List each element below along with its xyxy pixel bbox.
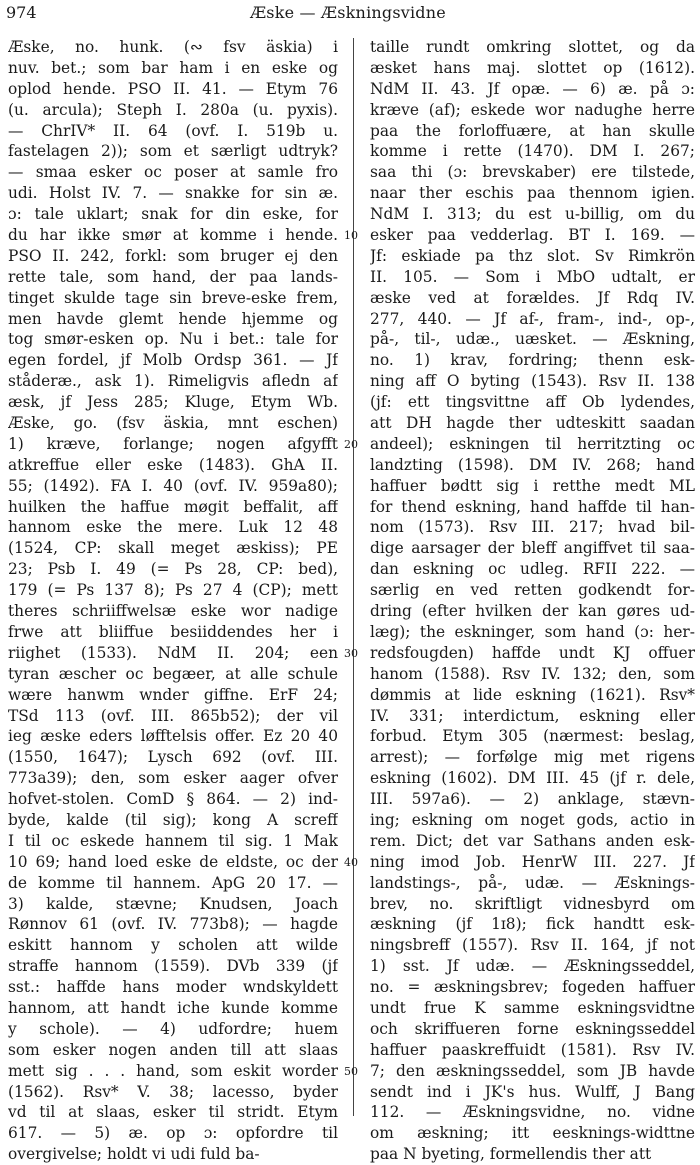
text-line: Rønnov 61 (ovf. IV. 773b8); — hagde <box>8 915 338 934</box>
text-line: ning aff O byting (1543). Rsv II. 138 <box>370 372 695 391</box>
left-column <box>8 37 338 1165</box>
text-line: wære hanwm wnder giffne. ErF 24; <box>8 685 338 704</box>
text-line: ning imod Job. HenrW III. 227. Jf <box>370 852 695 871</box>
text-line: æsk, jf Jess 285; Kluge, Etym Wb. <box>8 393 338 412</box>
text-line: 10 69; hand loed eske de eldste, oc der <box>8 852 338 871</box>
text-line: ståderæ., ask 1). Rimeligvis afledn af <box>8 372 338 391</box>
text-line: andeel); eskningen til herritzting oc <box>370 434 695 453</box>
text-line: 55; (1492). FA I. 40 (ovf. IV. 959a80); <box>8 476 338 495</box>
text-line: NdM I. 313; du est u-billig, om du <box>370 205 695 224</box>
line-number: 10 <box>344 229 358 243</box>
text-line: — smaa esker oc poser at samle fro <box>8 163 338 182</box>
text-line: undt frue K samme eskningsvidtne <box>370 998 695 1017</box>
text-line: 179 (= Ps 137 8); Ps 27 4 (CP); mett <box>8 581 338 600</box>
text-line: Æske, no. hunk. (∾ fsv äskia) i <box>8 38 338 56</box>
text-line: saa thi (ɔ: brevskaber) ere tilstede, <box>370 163 695 182</box>
text-line: no. 1) krav, fordring; thenn esk- <box>370 351 695 370</box>
text-line: æskning (jf 1ɪ8); fick handtt esk- <box>370 915 695 934</box>
text-line: brev, no. skriftligt vidnesbyrd om <box>370 894 695 913</box>
text-line: redsfougden) haffde undt KJ offuer <box>370 643 695 662</box>
text-line: dring (efter hvilken der kan gøres ud- <box>370 602 695 621</box>
text-line: taille rundt omkring slottet, og da <box>370 38 695 56</box>
text-line: theres schriiffwelsæ eske wor nadige <box>8 602 338 621</box>
text-line: sst.: haffde hans moder wndskyldett <box>8 978 338 997</box>
text-line: nom (1573). Rsv III. 217; hvad bil- <box>370 518 695 537</box>
text-line: byde, kalde (til sig); kong A screff <box>8 810 338 829</box>
text-line: huilken the haffue møgit beffalit, aff <box>8 497 338 516</box>
text-line: hannom eske the mere. Luk 12 48 <box>8 518 338 537</box>
text-line: IV. 331; interdictum, eskning eller <box>370 706 695 725</box>
text-line: 277, 440. — Jf af-, fram-, ind-, op-, <box>370 309 695 328</box>
text-line: (1562). Rsv* V. 38; lacesso, byder <box>8 1082 338 1101</box>
column-divider <box>353 38 354 1116</box>
line-number: 20 <box>344 438 358 452</box>
text-line: om æskning; itt eesknings-widttne <box>370 1124 695 1143</box>
text-line: 3) kalde, stævne; Knudsen, Joach <box>8 894 338 913</box>
text-line: læg); the eskninger, som hand (ɔ: her- <box>370 622 695 641</box>
text-line: landzting (1598). DM IV. 268; hand <box>370 455 695 474</box>
text-line: hannom, att handt iche kunde komme <box>8 998 338 1017</box>
text-line: och skriffueren forne eskningsseddel <box>370 1019 695 1038</box>
text-line: 23; Psb I. 49 (= Ps 28, CP: bed), <box>8 560 338 579</box>
text-line: haffuer bødtt sig i retthe medt ML <box>370 476 695 495</box>
text-line: vd til at slaas, esker til stridt. Etym <box>8 1103 338 1122</box>
text-line: (u. arcula); Steph I. 280a (u. pyxis). <box>8 100 338 119</box>
text-line: rette tale, som hand, der paa lands- <box>8 267 338 286</box>
right-column <box>370 37 695 1165</box>
text-line: riighet (1533). NdM II. 204; een <box>8 643 338 662</box>
text-line: arrest); — forfølge mig met rigens <box>370 748 695 767</box>
text-line: 617. — 5) æ. op ɔ: opfordre til <box>8 1124 338 1143</box>
text-line: haffuer paaskreffuidt (1581). Rsv IV. <box>370 1040 695 1059</box>
text-line: sendt ind i JK's hus. Wulff, J Bang <box>370 1082 695 1101</box>
text-line: 112. — Æskningsvidne, no. vidne <box>370 1103 695 1122</box>
text-line: NdM II. 43. Jf opæ. — 6) æ. på ɔ: <box>370 79 695 98</box>
text-line: egen fordel, jf Molb Ordsp 361. — Jf <box>8 351 338 370</box>
text-line: tog smør-esken op. Nu i bet.: tale for <box>8 330 338 349</box>
text-line: kræve (af); eskede wor nadughe herre <box>370 100 695 119</box>
text-line: tyran æscher oc begæer, at alle schule <box>8 664 338 683</box>
text-line: oplod hende. PSO II. 41. — Etym 76 <box>8 79 338 98</box>
text-line: ɔ: tale uklart; snak for din eske, for <box>8 205 338 224</box>
text-line: eskning (1602). DM III. 45 (jf r. dele, <box>370 769 695 788</box>
text-line: I til oc eskede hannem til sig. 1 Mak <box>8 831 338 850</box>
text-line: (1550, 1647); Lysch 692 (ovf. III. <box>8 748 338 767</box>
text-line: PSO II. 242, forkl: som bruger ej den <box>8 246 338 265</box>
text-line: 1) sst. Jf udæ. — Æskningsseddel, <box>370 957 695 976</box>
running-head: Æske — Æskningsvidne <box>250 3 446 22</box>
text-line: landstings-, på-, udæ. — Æsknings- <box>370 873 695 892</box>
text-line: ningsbreff (1557). Rsv II. 164, jf not <box>370 936 695 955</box>
text-line: du har ikke smør at komme i hende. <box>8 226 338 245</box>
text-line: som esker nogen anden till att slaas <box>8 1040 338 1059</box>
text-line: nuv. bet.; som bar ham i en eske og <box>8 58 338 77</box>
text-line: TSd 113 (ovf. III. 865b52); der vil <box>8 706 338 725</box>
text-line: eskitt hannom y scholen att wilde <box>8 936 338 955</box>
text-line: 773a39); den, som esker aager ofver <box>8 769 338 788</box>
text-line: mett sig . . . hand, som eskit worder <box>8 1061 338 1080</box>
text-line: Jf: eskiade pa thz slot. Sv Rimkrön <box>370 246 695 265</box>
text-line: de komme til hannem. ApG 20 17. — <box>8 873 338 892</box>
text-line: Æske, go. (fsv äskia, mnt eschen) <box>8 414 338 433</box>
text-line: ieg æske eders løfftelsis offer. Ez 20 40 <box>8 727 338 746</box>
text-line: på-, til-, udæ., uæsket. — Æskning, <box>370 330 695 349</box>
text-line: udi. Holst IV. 7. — snakke for sin æ. <box>8 184 338 203</box>
text-line: dømmis at lide eskning (1621). Rsv* <box>370 685 695 704</box>
text-line: III. 597a6). — 2) anklage, stævn- <box>370 790 695 809</box>
line-number: 50 <box>344 1065 358 1079</box>
text-line: dige aarsager der bleff angiffvet til saa- <box>370 539 695 558</box>
text-line: for thend eskning, hand haffde til han- <box>370 497 695 516</box>
line-number: 30 <box>344 647 358 661</box>
text-line: no. = æskningsbrev; fogeden haffuer <box>370 978 695 997</box>
text-line: rem. Dict; det var Sathans anden esk- <box>370 831 695 850</box>
text-line: II. 105. — Som i MbO udtalt, er <box>370 267 695 286</box>
text-line: 1) kræve, forlange; nogen afgyfft <box>8 434 338 453</box>
text-line: (1524, CP: skall meget æskiss); PE <box>8 539 338 558</box>
text-line: overgivelse; holdt vi udi fuld ba- <box>8 1145 260 1164</box>
text-line: æsket hans maj. slottet op (1612). <box>370 58 695 77</box>
text-line: (jf: ett tingsvittne aff Ob lydendes, <box>370 393 695 412</box>
line-number: 40 <box>344 856 358 870</box>
text-line: frwe att bliiffue besiiddendes her i <box>8 622 338 641</box>
page-header <box>6 2 690 32</box>
text-line: hanom (1588). Rsv IV. 132; den, som <box>370 664 695 683</box>
text-line: forbud. Etym 305 (nærmest: beslag, <box>370 727 695 746</box>
text-line: paa N byeting, formellendis ther att <box>370 1145 652 1164</box>
text-line: y schole). — 4) udfordre; huem <box>8 1019 338 1038</box>
text-line: tinget skulde tage sin breve-eske frem, <box>8 288 338 307</box>
text-line: dan eskning oc udleg. RFII 222. — <box>370 560 695 579</box>
text-line: men havde glemt hende hjemme og <box>8 309 338 328</box>
text-line: esker paa vedderlag. BT I. 169. — <box>370 226 695 245</box>
text-line: æske ved at forældes. Jf Rdq IV. <box>370 288 695 307</box>
text-line: straffe hannom (1559). DVb 339 (jf <box>8 957 338 976</box>
text-line: atkreffue eller eske (1483). GhA II. <box>8 455 338 474</box>
text-line: paa the forloffuære, at han skulle <box>370 121 695 140</box>
text-line: særlig en ved retten godkendt for- <box>370 581 695 600</box>
text-line: — ChrIV* II. 64 (ovf. I. 519b u. <box>8 121 338 140</box>
text-line: att DH hagde ther udteskitt saadan <box>370 414 695 433</box>
text-line: komme i rette (1470). DM I. 267; <box>370 142 695 161</box>
text-line: ing; eskning om noget gods, actio in <box>370 810 695 829</box>
text-line: 7; den æskningsseddel, som JB havde <box>370 1061 695 1080</box>
text-line: fastelagen 2)); som et særligt udtryk? <box>8 142 338 161</box>
page-number: 974 <box>6 3 37 22</box>
text-line: hofvet-stolen. ComD § 864. — 2) ind- <box>8 790 338 809</box>
text-line: naar ther eschis paa thennom igien. <box>370 184 695 203</box>
